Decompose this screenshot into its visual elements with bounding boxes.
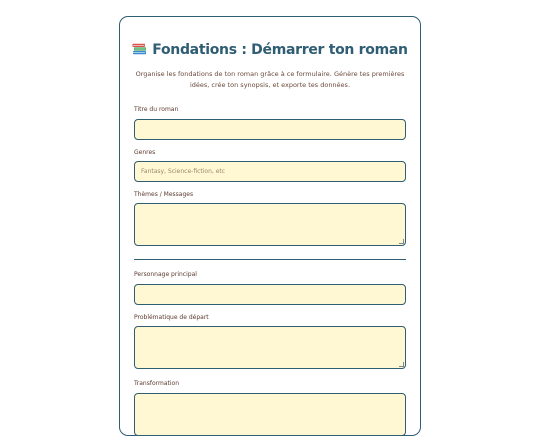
transformation-textarea[interactable] [134, 393, 406, 436]
resize-handle[interactable] [399, 239, 404, 244]
transformation-label: Transformation [134, 380, 180, 387]
title-label: Titre du roman [134, 106, 179, 113]
genres-input[interactable] [134, 161, 406, 182]
character-label: Personnage principal [134, 271, 197, 278]
section-divider [134, 259, 406, 260]
resize-handle[interactable] [399, 362, 404, 367]
themes-textarea[interactable] [134, 203, 406, 246]
themes-label: Thèmes / Messages [134, 191, 194, 198]
page-title [120, 42, 420, 58]
form-card [119, 16, 421, 436]
problem-label: Problématique de départ [134, 314, 209, 321]
books-icon [132, 42, 147, 55]
genres-label: Genres [134, 149, 156, 156]
intro-text: Organise les fondations de ton roman grâce à ce formulaire. Génère tes premières idées, crée ton synopsis, et exporte tes données. [135, 70, 405, 89]
page-title-text: Fondations : Démarrer ton roman [152, 42, 408, 58]
character-input[interactable] [134, 284, 406, 305]
title-input[interactable] [134, 119, 406, 140]
problem-textarea[interactable] [134, 326, 406, 369]
